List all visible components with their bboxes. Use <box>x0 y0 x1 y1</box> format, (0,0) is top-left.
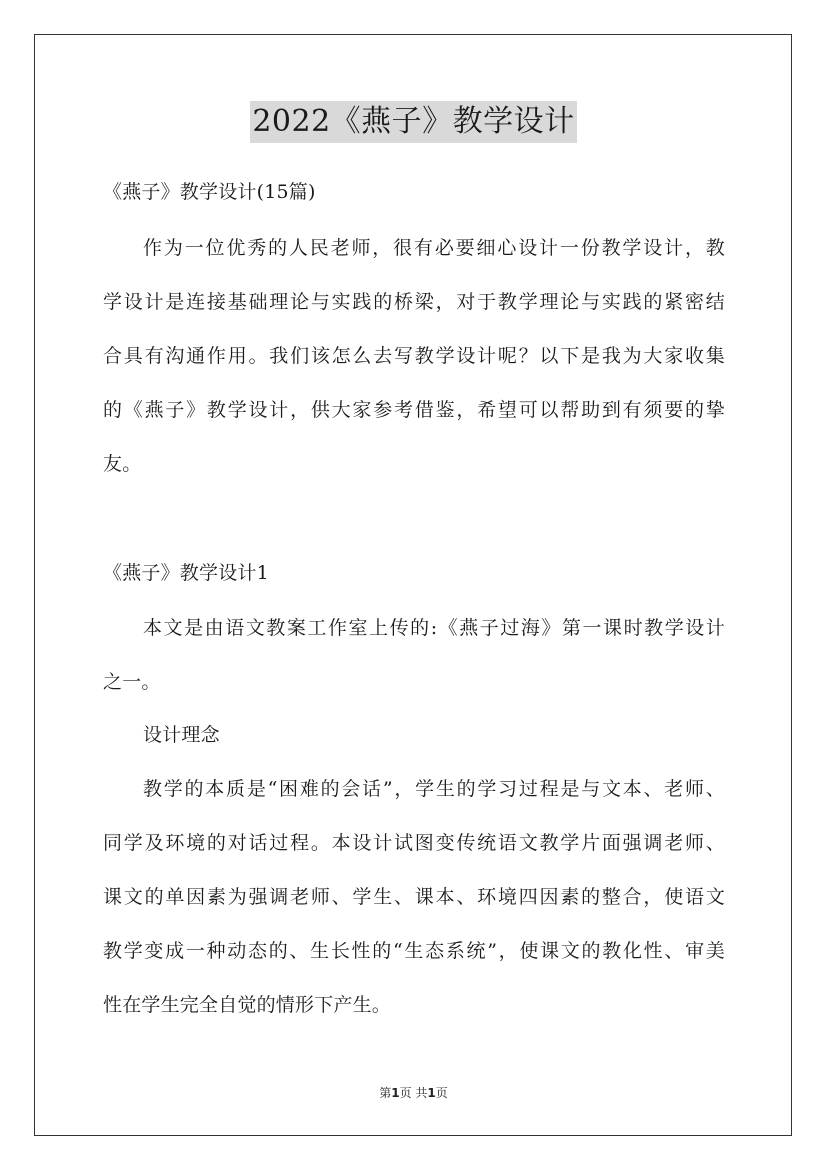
footer-page-number: 1 <box>391 1086 400 1100</box>
footer-suffix: 页 <box>435 1086 448 1100</box>
footer-page-total: 1 <box>427 1086 436 1100</box>
paragraph-line: 同学及环境的对话过程。本设计试图变传统语文教学片面强调老师、 <box>103 832 725 854</box>
paragraph-line: 本文是由语文教案工作室上传的:《燕子过海》第一课时教学设计 <box>143 617 725 639</box>
paragraph-line: 之一。 <box>103 671 161 693</box>
paragraph-line: 课文的单因素为强调老师、学生、课本、环境四因素的整合，使语文 <box>103 886 725 908</box>
paragraph-line: 合具有沟通作用。我们该怎么去写教学设计呢？以下是我为大家收集 <box>103 345 725 367</box>
paragraph-line: 学设计是连接基础理论与实践的桥梁，对于教学理论与实践的紧密结 <box>103 291 725 313</box>
subheading: 设计理念 <box>143 724 220 746</box>
paragraph-line: 的《燕子》教学设计，供大家参考借鉴，希望可以帮助到有须要的挚 <box>103 399 725 421</box>
footer-mid: 页 共 <box>399 1086 428 1100</box>
paragraph-line: 作为一位优秀的人民老师，很有必要细心设计一份教学设计，教 <box>143 237 725 259</box>
paragraph-line: 友。 <box>103 453 142 475</box>
paragraph-line: 教学的本质是“困难的会话”，学生的学习过程是与文本、老师、 <box>143 778 725 800</box>
page-footer <box>0 1084 827 1101</box>
document-title-container <box>0 101 827 143</box>
paragraph-line: 教学变成一种动态的、生长性的“生态系统”，使课文的教化性、审美 <box>103 940 725 962</box>
footer-prefix: 第 <box>379 1086 392 1100</box>
subtitle-line: 《燕子》教学设计(15篇) <box>103 181 316 203</box>
document-title: 2022《燕子》教学设计 <box>250 101 576 143</box>
paragraph-line: 性在学生完全自觉的情形下产生。 <box>103 994 392 1016</box>
section-heading: 《燕子》教学设计1 <box>103 562 269 584</box>
